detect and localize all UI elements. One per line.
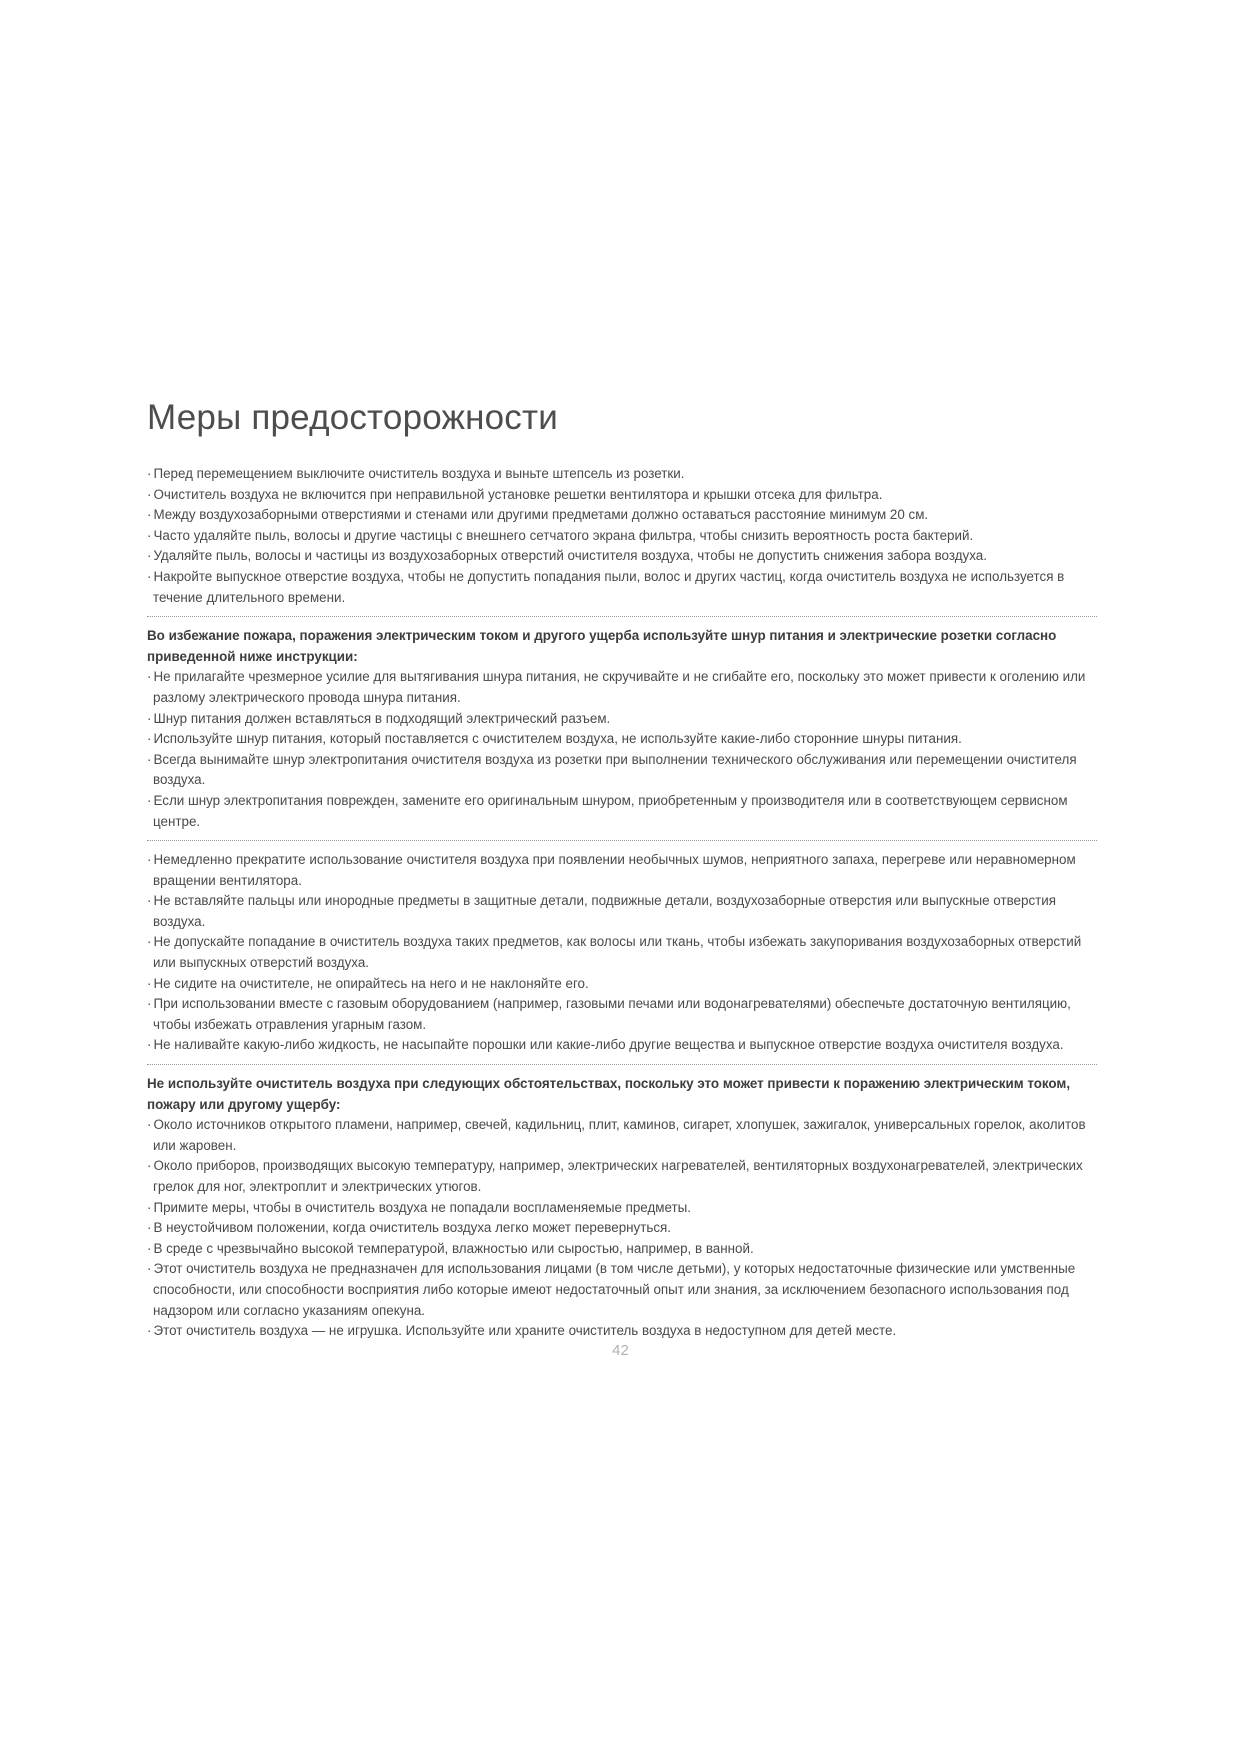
list-item: · Около приборов, производящих высокую температуру, например, электрических нагревателей, вентиляторных воздухонагревателей, электрических грелок для ног, электроплит и электрических утюгов.	[147, 1156, 1097, 1197]
list-item: · Не прилагайте чрезмерное усилие для вытягивания шнура питания, не скручивайте и не сгибайте его, поскольку это может привести к оголению или разлому электрического провода шнура питания.	[147, 667, 1097, 708]
list-item: · Накройте выпускное отверстие воздуха, чтобы не допустить попадания пыли, волос и других частиц, когда очиститель воздуха не используется в течение длительного времени.	[147, 567, 1097, 608]
list-item: · Часто удаляйте пыль, волосы и другие частицы с внешнего сетчатого экрана фильтра, чтобы снизить вероятность роста бактерий.	[147, 526, 1097, 547]
list-item: · Если шнур электропитания поврежден, замените его оригинальным шнуром, приобретенным у производителя или в соответствующем сервисном центре.	[147, 791, 1097, 832]
dotted-divider	[147, 840, 1097, 841]
list-item: · Между воздухозаборными отверстиями и стенами или другими предметами должно оставаться расстояние минимум 20 см.	[147, 505, 1097, 526]
list-item: · Около источников открытого пламени, например, свечей, кадильниц, плит, каминов, сигарет, хлопушек, зажигалок, универсальных горелок, аколитов или жаровен.	[147, 1115, 1097, 1156]
page-title: Меры предосторожности	[147, 398, 558, 437]
list-item: · Перед перемещением выключите очиститель воздуха и выньте штепсель из розетки.	[147, 464, 1097, 485]
bullet-list	[147, 464, 1097, 608]
list-item: · Не сидите на очистителе, не опирайтесь на него и не наклоняйте его.	[147, 974, 1097, 995]
dotted-divider	[147, 1064, 1097, 1065]
dotted-divider	[147, 616, 1097, 617]
list-item: · Очиститель воздуха не включится при неправильной установке решетки вентилятора и крышки отсека для фильтра.	[147, 485, 1097, 506]
list-item: · Шнур питания должен вставляться в подходящий электрический разъем.	[147, 709, 1097, 730]
bullet-list	[147, 1115, 1097, 1342]
section-lead: Во избежание пожара, поражения электрическим током и другого ущерба используйте шнур питания и электрические розетки согласно приведенной ниже инструкции:	[147, 628, 1057, 664]
list-item: · Не наливайте какую-либо жидкость, не насыпайте порошки или какие-либо другие вещества и выпускное отверстие воздуха очистителя воздуха.	[147, 1035, 1097, 1056]
page-number: 42	[612, 1342, 629, 1359]
section-general	[147, 464, 1097, 608]
section-power-cord	[147, 626, 1097, 832]
list-item: · Не вставляйте пальцы или инородные предметы в защитные детали, подвижные детали, воздухозаборные отверстия или выпускные отверстия воздуха.	[147, 891, 1097, 932]
list-item: · В неустойчивом положении, когда очиститель воздуха легко может перевернуться.	[147, 1218, 1097, 1239]
list-item: · Этот очиститель воздуха — не игрушка. Используйте или храните очиститель воздуха в недоступном для детей месте.	[147, 1321, 1097, 1342]
list-item: · Немедленно прекратите использование очистителя воздуха при появлении необычных шумов, неприятного запаха, перегреве или неравномерном вращении вентилятора.	[147, 850, 1097, 891]
document-page	[147, 398, 1097, 1342]
section-conditions	[147, 1074, 1097, 1342]
bullet-list	[147, 850, 1097, 1056]
list-item: · При использовании вместе с газовым оборудованием (например, газовыми печами или водонагревателями) обеспечьте достаточную вентиляцию, чтобы избежать отравления угарным газом.	[147, 994, 1097, 1035]
list-item: · Удаляйте пыль, волосы и частицы из воздухозаборных отверстий очистителя воздуха, чтобы не допустить снижения забора воздуха.	[147, 546, 1097, 567]
list-item: · Этот очиститель воздуха не предназначен для использования лицами (в том числе детьми), у которых недостаточные физические или умственные способности, или способности восприятия либо которые имеют недостаточный опыт или знания, за исключением безопасного использования под надзором или согласно указаниям опекуна.	[147, 1259, 1097, 1321]
bullet-list	[147, 667, 1097, 832]
list-item: · Не допускайте попадание в очиститель воздуха таких предметов, как волосы или ткань, чтобы избежать закупоривания воздухозаборных отверстий или выпускных отверстий воздуха.	[147, 932, 1097, 973]
list-item: · Всегда вынимайте шнур электропитания очистителя воздуха из розетки при выполнении технического обслуживания или перемещении очистителя воздуха.	[147, 750, 1097, 791]
list-item: · Примите меры, чтобы в очиститель воздуха не попадали воспламеняемые предметы.	[147, 1198, 1097, 1219]
section-operation	[147, 850, 1097, 1056]
list-item: · В среде с чрезвычайно высокой температурой, влажностью или сыростью, например, в ванной.	[147, 1239, 1097, 1260]
section-lead: Не используйте очиститель воздуха при следующих обстоятельствах, поскольку это может привести к поражению электрическим током, пожару или другому ущербу:	[147, 1076, 1071, 1112]
list-item: · Используйте шнур питания, который поставляется с очистителем воздуха, не используйте какие-либо сторонние шнуры питания.	[147, 729, 1097, 750]
